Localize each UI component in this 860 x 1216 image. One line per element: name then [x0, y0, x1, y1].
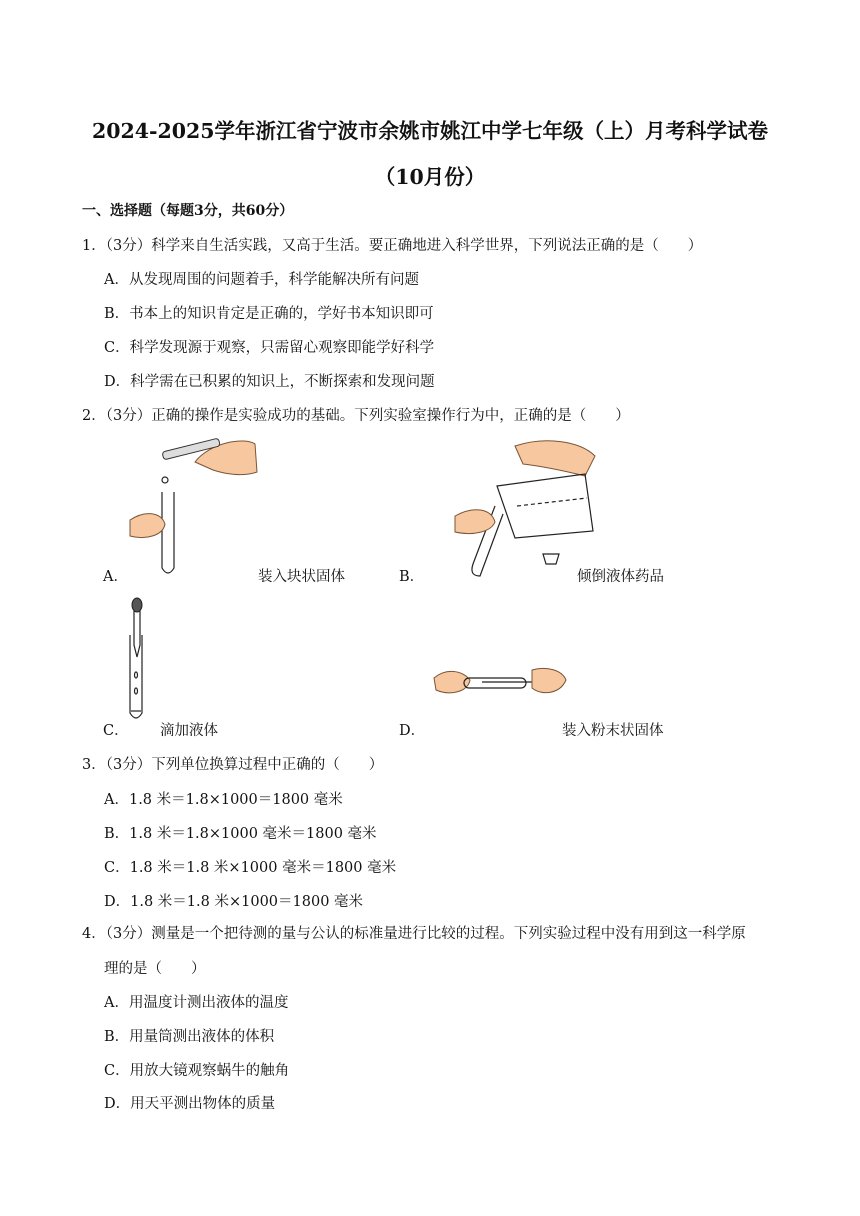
q4-stem-line2: 理的是（ ）	[104, 961, 206, 977]
q2-option-a-caption: 装入块状固体	[258, 569, 345, 585]
q1-option-c: C．科学发现源于观察，只需留心观察即能学好科学	[104, 340, 435, 356]
q2-option-d-caption: 装入粉末状固体	[562, 723, 664, 739]
q1-option-b: B．书本上的知识肯定是正确的，学好书本知识即可	[104, 306, 434, 322]
q3-option-b: B．1.8 米＝1.8×1000 毫米＝1800 毫米	[104, 826, 377, 842]
q4-option-c: C．用放大镜观察蜗牛的触角	[104, 1063, 290, 1079]
q4-option-b: B．用量筒测出液体的体积	[104, 1029, 275, 1045]
q1-stem: 1．（3分）科学来自生活实践，又高于生活。要正确地进入科学世界，下列说法正确的是（ ）	[82, 238, 703, 254]
section-heading: 一、选择题（每题3分，共60分）	[82, 203, 294, 219]
q4-option-d: D．用天平测出物体的质量	[104, 1096, 276, 1112]
figure-a-dropper-solid	[125, 432, 260, 582]
q2-option-c-letter: C．	[103, 723, 129, 739]
q1-option-d: D．科学需在已积累的知识上，不断探索和发现问题	[104, 374, 435, 390]
figure-c-dropping-liquid	[123, 595, 163, 735]
figure-d-powder-solid	[432, 660, 567, 720]
q3-stem: 3．（3分）下列单位换算过程中正确的（ ）	[82, 757, 384, 773]
q1-option-a: A．从发现周围的问题着手，科学能解决所有问题	[104, 272, 419, 288]
q3-option-c: C．1.8 米＝1.8 米×1000 毫米＝1800 毫米	[104, 860, 397, 876]
figure-b-pouring-liquid	[455, 436, 605, 581]
q4-option-a: A．用温度计测出液体的温度	[104, 995, 289, 1011]
exam-title: 2024-2025学年浙江省宁波市余姚市姚江中学七年级（上）月考科学试卷	[91, 119, 769, 143]
q2-option-b-letter: B．	[399, 569, 425, 585]
exam-subtitle: （10月份）	[374, 165, 486, 189]
q2-option-c-caption: 滴加液体	[160, 723, 218, 739]
q3-option-a: A．1.8 米＝1.8×1000＝1800 毫米	[104, 792, 343, 808]
q4-stem-line1: 4．（3分）测量是一个把待测的量与公认的标准量进行比较的过程。下列实验过程中没有用到这一科学原	[82, 926, 746, 942]
q2-stem: 2．（3分）正确的操作是实验成功的基础。下列实验室操作行为中，正确的是（ ）	[82, 408, 630, 424]
q2-option-d-letter: D．	[399, 723, 426, 739]
q3-option-d: D．1.8 米＝1.8 米×1000＝1800 毫米	[104, 894, 364, 910]
q2-option-a-letter: A．	[103, 569, 128, 585]
q2-option-b-caption: 倾倒液体药品	[577, 569, 664, 585]
